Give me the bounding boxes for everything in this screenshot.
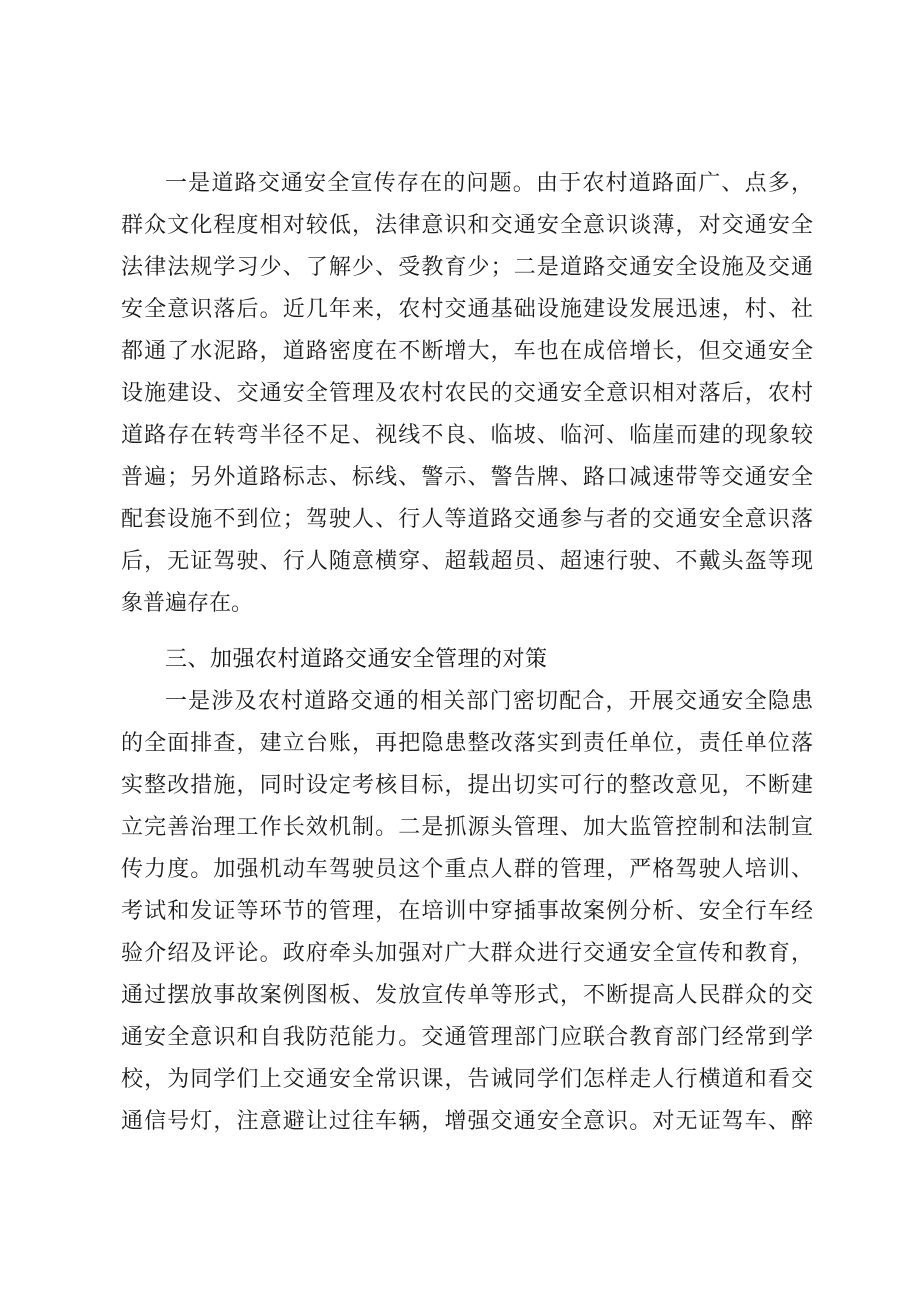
paragraph-1-line: 后，无证驾驶、行人随意横穿、超载超员、超速行驶、不戴头盔等现 [121, 549, 813, 574]
paragraph-2-line: 验介绍及评论。政府牵头加强对广大群众进行交通安全宣传和教育， [121, 941, 813, 966]
paragraph-2-line: 立完善治理工作长效机制。二是抓源头管理、加大监管控制和法制宣 [121, 815, 813, 840]
paragraph-2-line: 通信号灯，注意避让过往车辆，增强交通安全意识。对无证驾车、醉 [121, 1109, 813, 1134]
paragraph-1-line: 安全意识落后。近几年来，农村交通基础设施建设发展迅速，村、社 [121, 297, 813, 322]
paragraph-1-line: 普遍；另外道路标志、标线、警示、警告牌、路口减速带等交通安全 [121, 465, 813, 490]
paragraph-2-line: 的全面排查，建立台账，再把隐患整改落实到责任单位，责任单位落 [121, 731, 813, 756]
paragraph-2-line: 考试和发证等环节的管理，在培训中穿插事故案例分析、安全行车经 [121, 899, 813, 924]
paragraph-1-line: 道路存在转弯半径不足、视线不良、临坡、临河、临崖而建的现象较 [121, 423, 813, 448]
paragraph-2-line: 实整改措施，同时设定考核目标，提出切实可行的整改意见，不断建 [121, 773, 813, 798]
paragraph-1-line: 设施建设、交通安全管理及农村农民的交通安全意识相对落后，农村 [121, 381, 813, 406]
paragraph-1-line: 配套设施不到位；驾驶人、行人等道路交通参与者的交通安全意识落 [121, 507, 813, 532]
paragraph-1-line: 都通了水泥路，道路密度在不断增大，车也在成倍增长，但交通安全 [121, 339, 813, 364]
paragraph-2-line: 校，为同学们上交通安全常识课，告诫同学们怎样走人行横道和看交 [121, 1067, 813, 1092]
paragraph-1-line: 象普遍存在。 [121, 591, 254, 616]
paragraph-2-line: 通过摆放事故案例图板、发放宣传单等形式，不断提高人民群众的交 [121, 983, 813, 1008]
paragraph-2-line: 通安全意识和自我防范能力。交通管理部门应联合教育部门经常到学 [121, 1025, 813, 1050]
paragraph-1-line: 群众文化程度相对较低，法律意识和交通安全意识谈薄，对交通安全 [121, 213, 813, 238]
paragraph-2-line: 一是涉及农村道路交通的相关部门密切配合，开展交通安全隐患 [165, 689, 813, 714]
section-heading: 三、加强农村道路交通安全管理的对策 [165, 647, 548, 672]
paragraph-1-line: 法律法规学习少、了解少、受教育少；二是道路交通安全设施及交通 [121, 255, 813, 280]
paragraph-2-line: 传力度。加强机动车驾驶员这个重点人群的管理，严格驾驶人培训、 [121, 857, 813, 882]
paragraph-1-line: 一是道路交通安全宣传存在的问题。由于农村道路面广、点多， [165, 171, 813, 196]
